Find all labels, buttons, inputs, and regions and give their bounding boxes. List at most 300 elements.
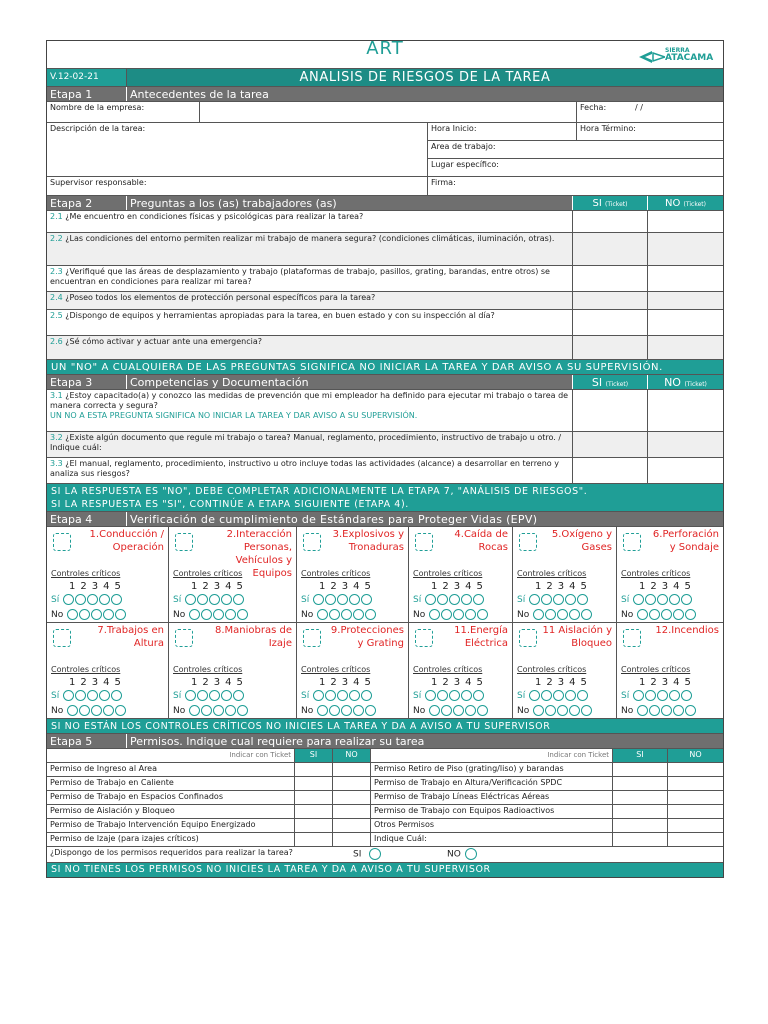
start-time-label: Hora Inicio: (431, 124, 477, 133)
radio-circle-icon[interactable] (221, 690, 232, 701)
form-subtitle: ANALISIS DE RIESGOS DE LA TAREA (127, 69, 723, 86)
control-numbers: 12345 (535, 581, 592, 592)
radio-circle-icon[interactable] (669, 690, 680, 701)
radio-circle-icon[interactable] (541, 594, 552, 605)
radio-circle-icon[interactable] (633, 690, 644, 701)
permit-row (47, 833, 723, 847)
radio-circle-icon[interactable] (473, 594, 484, 605)
checkbox-dashed-icon[interactable] (175, 533, 193, 551)
radio-circle-icon[interactable] (111, 594, 122, 605)
radio-circle-icon[interactable] (685, 705, 696, 716)
control-numbers: 12345 (535, 677, 592, 688)
radio-circle-icon[interactable] (529, 690, 540, 701)
radio-circle-icon[interactable] (329, 609, 340, 620)
permit-name: Permiso de Aislación y Bloqueo (47, 805, 295, 818)
permit-name: Permiso de Trabajo Intervención Equipo Energizado (47, 819, 295, 832)
permit-yes-box[interactable] (613, 805, 668, 818)
checkbox-dashed-icon[interactable] (415, 629, 433, 647)
radio-circle-icon[interactable] (553, 690, 564, 701)
radio-circle-icon[interactable] (337, 594, 348, 605)
epv-standard-name: 11 Aislación y Bloqueo (542, 625, 612, 649)
yes-row: Sí (51, 594, 122, 605)
signature-field[interactable] (428, 177, 723, 195)
stage2-label: Etapa 2 (47, 196, 127, 210)
stage2-question-text: 2.2 ¿Las condiciones del entorno permiten realizar mi trabajo de manera segura? (condiciones climáticas, iluminación, otras). (47, 233, 573, 265)
stage5-warning: SI NO TIENES LOS PERMISOS NO INICIES LA TAREA Y DA A AVISO A TU SUPERVISOR (51, 864, 491, 875)
radio-circle-icon[interactable] (669, 594, 680, 605)
epv-standard-name: 2.Interacción Personas, Vehículos y Equipos (226, 529, 292, 579)
radio-circle-icon[interactable] (75, 690, 86, 701)
checkbox-dashed-icon[interactable] (303, 629, 321, 647)
critical-controls-label: Controles críticos (621, 569, 691, 578)
radio-circle-icon[interactable] (201, 609, 212, 620)
stage1-label: Etapa 1 (47, 87, 127, 101)
stage3-question-3: 3.3 ¿El manual, reglamento, procedimiento, instructivo u otro incluye todas las actividades (alcance) a desarrollar en terreno y analiza sus riesgos? (47, 458, 573, 483)
permit-yes-box[interactable] (295, 791, 333, 804)
radio-circle-icon[interactable] (185, 594, 196, 605)
yes-row: Sí (51, 690, 122, 701)
permit-name: Permiso de Izaje (para izajes críticos) (47, 833, 295, 846)
radio-circle-icon[interactable] (453, 705, 464, 716)
radio-circle-icon[interactable] (649, 705, 660, 716)
epv-standard-name: 11.Energía Eléctrica (454, 625, 508, 649)
epv-standard-name: 1.Conducción / Operación (89, 529, 164, 553)
stage3-warning (47, 484, 723, 511)
control-numbers: 12345 (639, 581, 696, 592)
radio-circle-icon[interactable] (197, 690, 208, 701)
stage2-yes-box[interactable] (573, 211, 648, 232)
permit-no-box[interactable] (333, 819, 371, 832)
radio-circle-icon[interactable] (87, 690, 98, 701)
specific-place-label: Lugar específico: (431, 159, 499, 169)
radio-circle-icon[interactable] (437, 690, 448, 701)
radio-circle-icon[interactable] (325, 594, 336, 605)
stage1-title: Antecedentes de la tarea (130, 88, 269, 101)
radio-circle-icon[interactable] (353, 705, 364, 716)
radio-circle-icon[interactable] (461, 594, 472, 605)
stage2-yes-box[interactable] (573, 266, 648, 291)
radio-circle-icon[interactable] (449, 690, 460, 701)
epv-standard-card (409, 623, 513, 719)
radio-circle-icon[interactable] (681, 594, 692, 605)
radio-circle-icon[interactable] (233, 690, 244, 701)
stage3-q2-yes-box[interactable] (573, 432, 648, 457)
supervisor-field[interactable] (47, 177, 428, 195)
checkbox-dashed-icon[interactable] (53, 533, 71, 551)
end-time-field[interactable] (577, 123, 723, 140)
stage2-no-box[interactable] (648, 336, 723, 359)
radio-circle-icon[interactable] (87, 594, 98, 605)
logo-text-bottom: ATACAMA (665, 53, 714, 63)
radio-circle-icon[interactable] (111, 690, 122, 701)
radio-circle-icon[interactable] (581, 609, 592, 620)
signature-label: Firma: (431, 178, 456, 187)
start-time-field[interactable] (428, 123, 577, 140)
stage2-yes-box[interactable] (573, 310, 648, 335)
no-row: No (413, 705, 488, 716)
radio-circle-icon[interactable] (91, 705, 102, 716)
radio-circle-icon[interactable] (353, 609, 364, 620)
radio-circle-icon[interactable] (633, 594, 644, 605)
radio-circle-icon[interactable] (99, 594, 110, 605)
permit-row (47, 763, 723, 777)
stage2-yes-header: SI (Ticket) (573, 196, 648, 210)
epv-standard-card (409, 527, 513, 623)
permit-no-box[interactable] (333, 833, 371, 846)
epv-standard-card (513, 527, 617, 623)
radio-circle-icon[interactable] (233, 594, 244, 605)
no-row: No (621, 705, 696, 716)
yes-row: Sí (413, 690, 484, 701)
radio-circle-icon[interactable] (673, 609, 684, 620)
permit-name: Otros Permisos (371, 819, 613, 832)
checkbox-dashed-icon[interactable] (519, 629, 537, 647)
radio-circle-icon[interactable] (189, 609, 200, 620)
art-form (46, 40, 724, 878)
radio-circle-icon[interactable] (237, 609, 248, 620)
radio-circle-icon[interactable] (565, 690, 576, 701)
end-time-label: Hora Término: (580, 124, 636, 133)
stage3-question-1: 3.1 ¿Estoy capacitado(a) y conozco las medidas de prevención que mi empleador ha definido para ejecutar mi trabajo o tarea de manera correcta y segura? UN NO A ESTA PREGUNTA SIGNIFICA NO INICIAR LA TAREA Y DAR AVISO A SU SUPERVISIÓN. (47, 390, 573, 431)
checkbox-dashed-icon[interactable] (303, 533, 321, 551)
no-row: No (517, 609, 592, 620)
radio-circle-icon[interactable] (545, 705, 556, 716)
radio-circle-icon[interactable] (657, 594, 668, 605)
stage3-q3-no-box[interactable] (648, 458, 723, 483)
radio-circle-icon[interactable] (313, 594, 324, 605)
radio-circle-icon[interactable] (429, 705, 440, 716)
epv-standard-card (169, 623, 297, 719)
epv-standard-card (297, 527, 409, 623)
radio-circle-icon[interactable] (63, 690, 74, 701)
stage2-no-header: NO (Ticket) (648, 196, 723, 210)
permit-yes-box[interactable] (295, 777, 333, 790)
permit-name: Permiso de Trabajo en Caliente (47, 777, 295, 790)
critical-controls-label: Controles críticos (413, 569, 483, 578)
stage5-title: Permisos. Indique cual requiere para realizar su tarea (130, 735, 425, 748)
logo-mark-icon (639, 49, 665, 65)
stage3-q3-yes-box[interactable] (573, 458, 648, 483)
radio-circle-icon[interactable] (79, 609, 90, 620)
radio-circle-icon[interactable] (79, 705, 90, 716)
radio-circle-icon[interactable] (477, 609, 488, 620)
company-input[interactable] (200, 102, 577, 122)
permit-name: Permiso de Trabajo Líneas Eléctricas Aéreas (371, 791, 613, 804)
radio-circle-icon[interactable] (637, 705, 648, 716)
permit-yes-box[interactable] (613, 763, 668, 776)
date-field[interactable] (577, 102, 723, 122)
radio-circle-icon[interactable] (541, 690, 552, 701)
yes-row: Sí (301, 690, 372, 701)
radio-circle-icon[interactable] (201, 705, 212, 716)
stage2-question-row (47, 310, 723, 336)
radio-circle-icon[interactable] (225, 609, 236, 620)
stage2-no-box[interactable] (648, 310, 723, 335)
radio-circle-icon[interactable] (313, 690, 324, 701)
stage4-label: Etapa 4 (47, 512, 127, 526)
permits-question-row (47, 847, 723, 862)
epv-standard-card (513, 623, 617, 719)
stage2-question-text: 2.4 ¿Poseo todos los elementos de protección personal específicos para la tarea? (47, 292, 573, 309)
work-area-field[interactable] (428, 141, 723, 158)
radio-circle-icon[interactable] (581, 705, 592, 716)
radio-circle-icon[interactable] (337, 690, 348, 701)
stage3-q1-no-box[interactable] (648, 390, 723, 431)
control-numbers: 12345 (69, 677, 126, 688)
radio-circle-icon[interactable] (441, 705, 452, 716)
no-row: No (173, 609, 248, 620)
permit-no-box[interactable] (668, 833, 723, 846)
radio-circle-icon[interactable] (681, 690, 692, 701)
radio-circle-icon[interactable] (461, 690, 472, 701)
radio-circle-icon[interactable] (349, 690, 360, 701)
permit-no-box[interactable] (333, 805, 371, 818)
permit-yes-box[interactable] (295, 763, 333, 776)
critical-controls-label: Controles críticos (51, 569, 121, 578)
epv-grid (47, 527, 723, 719)
version-code: V.12-02-21 (47, 69, 127, 86)
stage3-q1-yes-box[interactable] (573, 390, 648, 431)
critical-controls-label: Controles críticos (301, 569, 371, 578)
epv-standard-card (617, 527, 723, 623)
control-numbers: 12345 (319, 581, 376, 592)
permit-name: Permiso Retiro de Piso (grating/liso) y barandas (371, 763, 613, 776)
header-title-cell (47, 41, 565, 68)
permit-yes-box[interactable] (613, 819, 668, 832)
checkbox-dashed-icon[interactable] (53, 629, 71, 647)
radio-circle-icon[interactable] (317, 609, 328, 620)
permit-no-box[interactable] (668, 805, 723, 818)
permit-no-box[interactable] (333, 791, 371, 804)
radio-circle-icon[interactable] (425, 690, 436, 701)
radio-circle-icon[interactable] (67, 609, 78, 620)
permit-no-box[interactable] (668, 791, 723, 804)
radio-circle-icon[interactable] (103, 609, 114, 620)
radio-circle-icon[interactable] (221, 594, 232, 605)
radio-circle-icon[interactable] (185, 690, 196, 701)
no-row: No (51, 609, 126, 620)
permits-answer-yes[interactable]: SI (353, 848, 381, 860)
stage2-question-row (47, 211, 723, 233)
specific-place-field[interactable] (428, 159, 723, 176)
radio-circle-icon[interactable] (577, 690, 588, 701)
radio-circle-icon[interactable] (449, 594, 460, 605)
permit-no-box[interactable] (333, 763, 371, 776)
permit-yes-box[interactable] (613, 777, 668, 790)
epv-standard-name: 9.Protecciones y Grating (330, 625, 404, 649)
permit-yes-box[interactable] (295, 833, 333, 846)
radio-circle-icon[interactable] (365, 609, 376, 620)
radio-circle-icon[interactable] (325, 690, 336, 701)
stage3-q2-no-box[interactable] (648, 432, 723, 457)
radio-circle-icon[interactable] (473, 690, 484, 701)
permits-answer-no[interactable]: NO (447, 848, 477, 860)
task-description-field[interactable] (47, 123, 428, 176)
radio-circle-icon[interactable] (209, 690, 220, 701)
stage3-label: Etapa 3 (47, 375, 127, 389)
yes-row: Sí (173, 594, 244, 605)
radio-circle-icon[interactable] (63, 594, 74, 605)
radio-circle-icon[interactable] (341, 609, 352, 620)
radio-circle-icon[interactable] (91, 609, 102, 620)
radio-circle-icon[interactable] (565, 594, 576, 605)
stage2-yes-box[interactable] (573, 292, 648, 309)
epv-standard-card (47, 623, 169, 719)
radio-circle-icon[interactable] (529, 594, 540, 605)
radio-circle-icon[interactable] (569, 705, 580, 716)
critical-controls-label: Controles críticos (517, 569, 587, 578)
permit-yes-box[interactable] (295, 819, 333, 832)
yes-row: Sí (621, 690, 692, 701)
no-row: No (51, 705, 126, 716)
radio-circle-icon[interactable] (661, 705, 672, 716)
radio-circle-icon[interactable] (553, 594, 564, 605)
radio-circle-icon[interactable] (197, 594, 208, 605)
epv-standard-name: 12.Incendios (655, 625, 719, 636)
radio-circle-icon[interactable] (533, 705, 544, 716)
radio-circle-icon[interactable] (213, 705, 224, 716)
stage2-no-box[interactable] (648, 292, 723, 309)
stage2-warning: UN "NO" A CUALQUIERA DE LAS PREGUNTAS SIGNIFICA NO INICIAR LA TAREA Y DAR AVISO A SU SUPERVISIÓN. (51, 362, 663, 373)
radio-circle-icon[interactable] (465, 705, 476, 716)
control-numbers: 12345 (191, 677, 248, 688)
critical-controls-label: Controles críticos (413, 665, 483, 674)
radio-circle-icon[interactable] (341, 705, 352, 716)
radio-circle-icon[interactable] (225, 705, 236, 716)
yes-row: Sí (301, 594, 372, 605)
critical-controls-label: Controles críticos (173, 665, 243, 674)
permit-no-box[interactable] (668, 777, 723, 790)
checkbox-dashed-icon[interactable] (623, 533, 641, 551)
radio-circle-icon[interactable] (645, 594, 656, 605)
control-numbers: 12345 (319, 677, 376, 688)
radio-circle-icon[interactable] (75, 594, 86, 605)
stage3-title: Competencias y Documentación (127, 375, 573, 389)
stage3-warning-no: SI LA RESPUESTA ES "NO", DEBE COMPLETAR ADICIONALMENTE LA ETAPA 7, "ANÁLISIS DE RIESGOS". (51, 486, 588, 497)
radio-circle-icon[interactable] (557, 609, 568, 620)
radio-circle-icon[interactable] (637, 609, 648, 620)
radio-circle-icon[interactable] (453, 609, 464, 620)
radio-circle-icon[interactable] (657, 690, 668, 701)
radio-circle-icon[interactable] (437, 594, 448, 605)
radio-circle-icon[interactable] (577, 594, 588, 605)
epv-standard-name: 8.Maniobras de Izaje (214, 625, 292, 649)
permit-row (47, 805, 723, 819)
checkbox-dashed-icon[interactable] (415, 533, 433, 551)
no-row: No (173, 705, 248, 716)
critical-controls-label: Controles críticos (517, 665, 587, 674)
control-numbers: 12345 (431, 677, 488, 688)
stage2-no-box[interactable] (648, 266, 723, 291)
radio-circle-icon[interactable] (649, 609, 660, 620)
radio-circle-icon[interactable] (361, 594, 372, 605)
stage4-warning: SI NO ESTÁN LOS CONTROLES CRÍTICOS NO INICIES LA TAREA Y DA A AVISO A TU SUPERVISOR (51, 721, 551, 732)
permit-row (47, 819, 723, 833)
stage2-yes-box[interactable] (573, 233, 648, 265)
company-logo (565, 41, 723, 68)
epv-standard-name: 6.Perforación y Sondaje (652, 529, 719, 553)
radio-circle-icon[interactable] (365, 705, 376, 716)
epv-standard-card (297, 623, 409, 719)
radio-circle-icon[interactable] (545, 609, 556, 620)
permits-yes-header-left: SI (295, 749, 333, 762)
radio-circle-icon[interactable] (557, 705, 568, 716)
radio-circle-icon[interactable] (99, 690, 110, 701)
date-label: Fecha: (580, 103, 607, 112)
radio-circle-icon[interactable] (645, 690, 656, 701)
permit-yes-box[interactable] (613, 791, 668, 804)
permit-no-box[interactable] (668, 819, 723, 832)
checkbox-dashed-icon[interactable] (519, 533, 537, 551)
permit-yes-box[interactable] (613, 833, 668, 846)
yes-row: Sí (517, 594, 588, 605)
stage2-question-text: 2.3 ¿Verifiqué que las áreas de desplazamiento y trabajo (plataformas de trabajo, pasillos, grating, barandas, entre otros) se encuentran en condiciones para realizar mi tarea? (47, 266, 573, 291)
permit-no-box[interactable] (333, 777, 371, 790)
stage2-question-text: 2.1 ¿Me encuentro en condiciones físicas y psicológicas para realizar la tarea? (47, 211, 573, 232)
permit-row (47, 777, 723, 791)
radio-circle-icon[interactable] (477, 705, 488, 716)
control-numbers: 12345 (191, 581, 248, 592)
radio-circle-icon[interactable] (329, 705, 340, 716)
radio-circle-icon[interactable] (115, 705, 126, 716)
radio-circle-icon[interactable] (213, 609, 224, 620)
checkbox-dashed-icon[interactable] (623, 629, 641, 647)
radio-circle-icon[interactable] (661, 609, 672, 620)
permits-yes-header-right: SI (613, 749, 668, 762)
stage2-question-row (47, 336, 723, 360)
radio-circle-icon[interactable] (237, 705, 248, 716)
radio-circle-icon[interactable] (429, 609, 440, 620)
radio-circle-icon[interactable] (361, 690, 372, 701)
radio-circle-icon[interactable] (349, 594, 360, 605)
epv-standard-card (47, 527, 169, 623)
radio-circle-icon[interactable] (103, 705, 114, 716)
radio-circle-icon[interactable] (189, 705, 200, 716)
stage2-question-text: 2.5 ¿Dispongo de equipos y herramientas apropiadas para la tarea, en buen estado y con su inspección al día? (47, 310, 573, 335)
permits-no-header-right: NO (668, 749, 723, 762)
radio-circle-icon[interactable] (673, 705, 684, 716)
radio-circle-icon[interactable] (209, 594, 220, 605)
stage2-yes-box[interactable] (573, 336, 648, 359)
stage3-warning-yes: SI LA RESPUESTA ES "SI", CONTINÚE A ETAPA SIGUIENTE (ETAPA 4). (51, 499, 409, 510)
radio-circle-icon[interactable] (317, 705, 328, 716)
radio-circle-icon[interactable] (685, 609, 696, 620)
stage3-question-2: 3.2 ¿Existe algún documento que regule mi trabajo o tarea? Manual, reglamento, procedimiento, instructivo de trabajo u otro. / Indique cuál: (47, 432, 573, 457)
checkbox-dashed-icon[interactable] (175, 629, 193, 647)
permits-ticket-hint-left: Indicar con Ticket (47, 749, 295, 762)
no-row: No (621, 609, 696, 620)
stage2-no-box[interactable] (648, 211, 723, 232)
radio-circle-icon[interactable] (533, 609, 544, 620)
radio-circle-icon[interactable] (441, 609, 452, 620)
control-numbers: 12345 (431, 581, 488, 592)
epv-standard-name: 4.Caída de Rocas (454, 529, 508, 553)
radio-circle-icon[interactable] (425, 594, 436, 605)
permit-yes-box[interactable] (295, 805, 333, 818)
stage2-question-row (47, 233, 723, 266)
permits-question: ¿Dispongo de los permisos requeridos para realizar la tarea? (50, 848, 293, 857)
control-numbers: 12345 (69, 581, 126, 592)
radio-circle-icon[interactable] (67, 705, 78, 716)
permit-no-box[interactable] (668, 763, 723, 776)
radio-circle-icon[interactable] (115, 609, 126, 620)
permits-ticket-hint-right: Indicar con Ticket (371, 749, 613, 762)
stage2-no-box[interactable] (648, 233, 723, 265)
radio-circle-icon[interactable] (569, 609, 580, 620)
radio-circle-icon[interactable] (465, 609, 476, 620)
permit-name: Permiso de Trabajo en Altura/Verificación SPDC (371, 777, 613, 790)
stage3-yes-header: SI (Ticket) (573, 375, 648, 389)
